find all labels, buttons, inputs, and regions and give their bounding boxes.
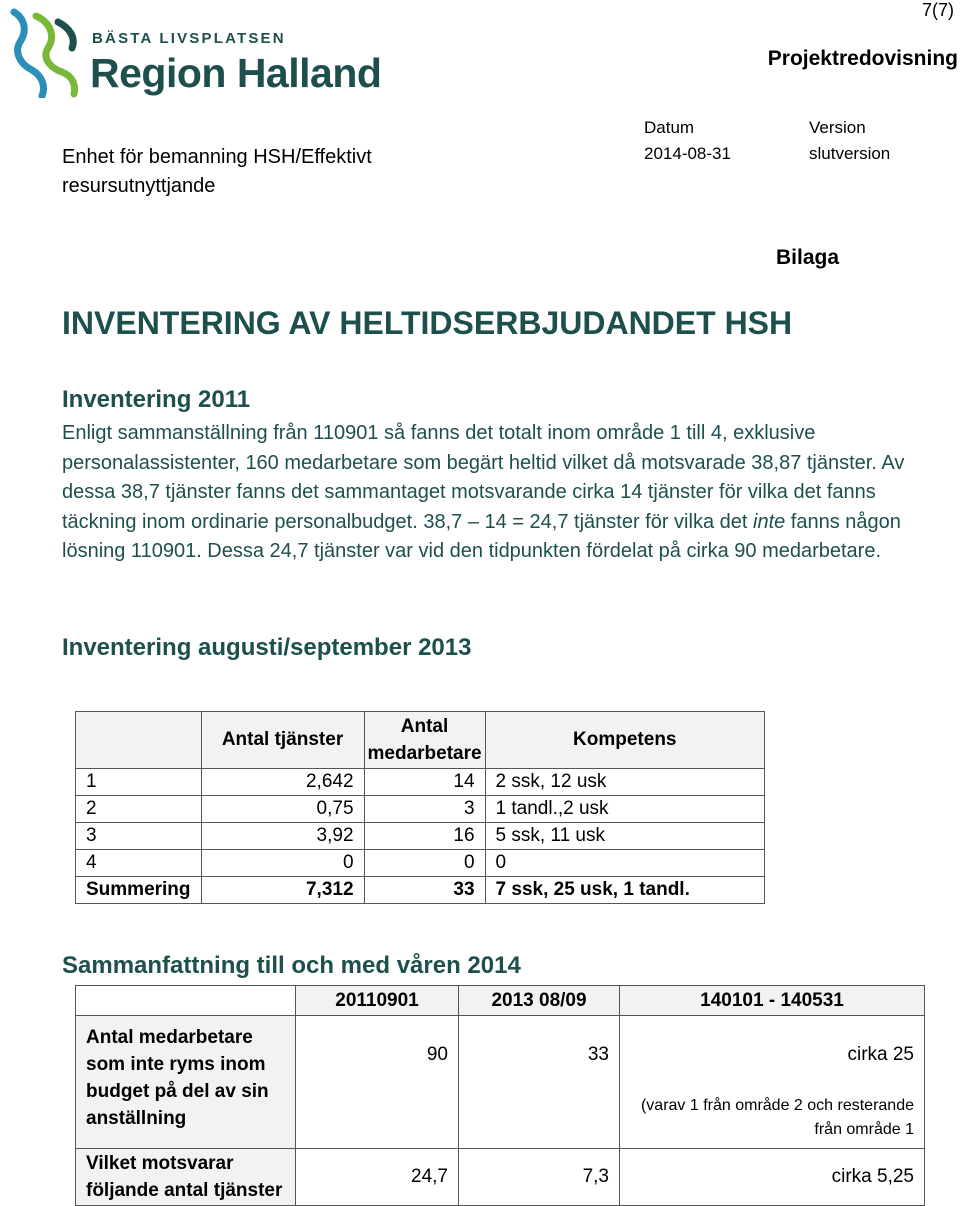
logo-name: Region Halland (90, 50, 382, 96)
table-row (76, 1149, 925, 1206)
table-cell: 7 ssk, 25 usk, 1 tandl. (485, 877, 764, 904)
paragraph-text: Enligt sammanställning från 110901 så fanns det totalt inom område 1 till 4, exklusive personalassistenter, 160 medarbetare som begärt heltid vilket då motsvarade 38,87 tjänster. Av dessa 38,7 tjänster fanns det sammantaget motsvarande cirka 14 tjänster för vilka det fanns täckning inom ordinarie personalbudget. 38,7 – 14 = 24,7 tjänster för vilka det (62, 422, 905, 533)
table-cell: 0 (201, 850, 364, 877)
table-row (76, 850, 765, 877)
cell-note: (varav 1 från område 2 och resterande från område 1 (640, 1097, 914, 1138)
row-label: Vilket motsvarar följande antal tjänster (76, 1149, 296, 1206)
date-value: 2014-08-31 (644, 144, 731, 163)
page-title: INVENTERING AV HELTIDSERBJUDANDET HSH (62, 305, 793, 341)
table-cell: 5 ssk, 11 usk (485, 823, 764, 850)
logo-tagline: BÄSTA LIVSPLATSEN (92, 30, 286, 47)
table-cell (620, 1016, 925, 1149)
table-cell: 7,312 (201, 877, 364, 904)
section-paragraph-2011 (62, 419, 932, 567)
section-heading-2014: Sammanfattning till och med våren 2014 (62, 952, 521, 979)
section-heading-2013: Inventering augusti/september 2013 (62, 634, 472, 661)
date-block (644, 118, 731, 164)
version-label: Version (809, 118, 866, 137)
table-cell: 2,642 (201, 769, 364, 796)
table-cell: 4 (76, 850, 202, 877)
date-label: Datum (644, 118, 695, 137)
table-header-cell: Antal medarbetare (364, 712, 485, 769)
table-header-cell: 2013 08/09 (459, 986, 620, 1016)
table-cell: 2 (76, 796, 202, 823)
table-header-cell: Kompetens (485, 712, 764, 769)
table-row (76, 1016, 925, 1149)
document-type: Projektredovisning (767, 47, 958, 70)
version-block (809, 118, 890, 164)
table-header-cell (76, 712, 202, 769)
table-cell: Summering (76, 877, 202, 904)
table-cell: 90 (296, 1016, 459, 1149)
table-cell: 16 (364, 823, 485, 850)
table-cell: 33 (459, 1016, 620, 1149)
inventory-2013-table (75, 711, 765, 904)
table-cell: 14 (364, 769, 485, 796)
section-heading-2011: Inventering 2011 (62, 386, 251, 413)
table-total-row (76, 877, 765, 904)
table-cell: 0 (485, 850, 764, 877)
paragraph-emphasis: inte (753, 510, 786, 533)
table-header-cell (76, 986, 296, 1016)
paragraph-text-end: fanns någon lösning 110901. Dessa 24,7 tjänster var vid den tidpunkten fördelat på cirka 90 medarbetare. (62, 510, 901, 562)
unit-name: Enhet för bemanning HSH/Effektivt resursutnyttjande (62, 146, 372, 197)
row-label: Antal medarbetare som inte ryms inom budget på del av sin anställning (76, 1016, 296, 1149)
table-header-row (76, 712, 765, 769)
table-cell: 1 (76, 769, 202, 796)
table-row (76, 769, 765, 796)
summary-table (75, 985, 925, 1206)
table-header-cell: Antal tjänster (201, 712, 364, 769)
table-header-cell: 20110901 (296, 986, 459, 1016)
table-cell: 3 (76, 823, 202, 850)
table-cell: 33 (364, 877, 485, 904)
table-cell: 7,3 (459, 1149, 620, 1206)
table-cell: 0,75 (201, 796, 364, 823)
table-row (76, 823, 765, 850)
table-cell: 24,7 (296, 1149, 459, 1206)
page-number: 7(7) (921, 0, 954, 20)
table-cell: cirka 5,25 (620, 1149, 925, 1206)
table-header-row (76, 986, 925, 1016)
table-cell: 1 tandl.,2 usk (485, 796, 764, 823)
table-cell: 2 ssk, 12 usk (485, 769, 764, 796)
table-cell: 3,92 (201, 823, 364, 850)
bilaga-label: Bilaga (776, 246, 840, 269)
table-header-cell: 140101 - 140531 (620, 986, 925, 1016)
version-value: slutversion (809, 144, 891, 163)
table-row (76, 796, 765, 823)
cell-value: cirka 25 (847, 1044, 914, 1065)
table-cell: 3 (364, 796, 485, 823)
table-cell: 0 (364, 850, 485, 877)
